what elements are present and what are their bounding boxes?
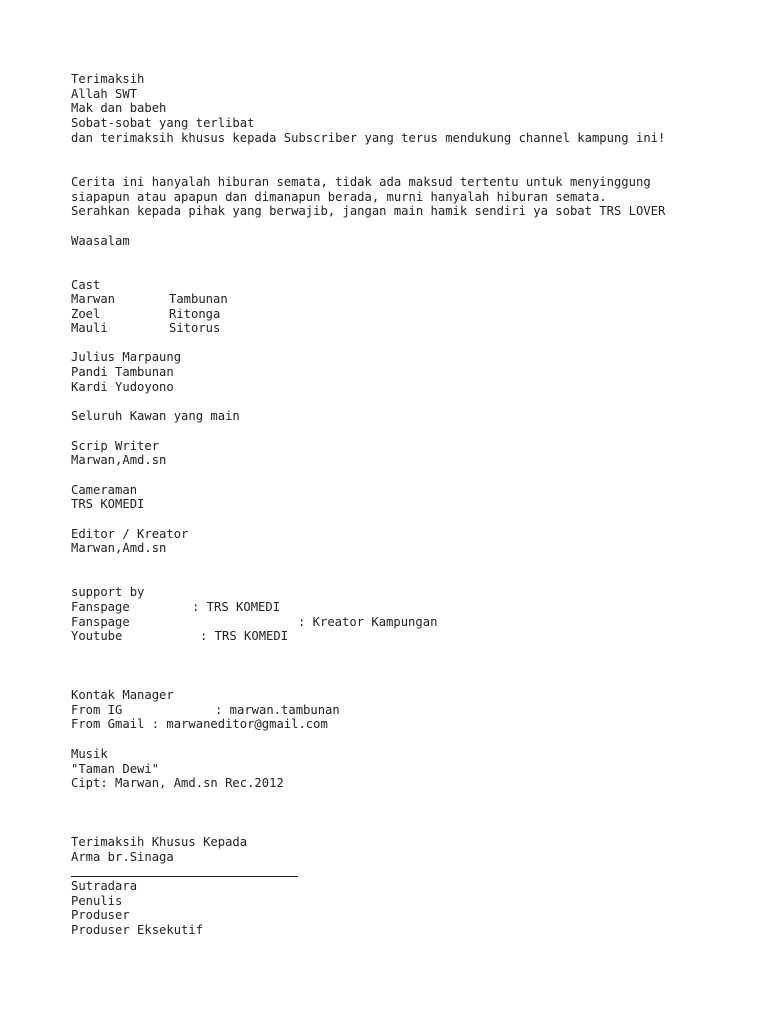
- thanks-line: dan terimaksih khusus kepada Subscriber yang terus mendukung channel kampung ini!: [71, 131, 666, 145]
- contact-ig-label: From IG: [71, 703, 123, 717]
- special-thanks-name: Arma br.Sinaga: [71, 850, 174, 864]
- cast-other: Julius Marpaung: [71, 350, 182, 364]
- support-value: : Kreator Kampungan: [298, 615, 438, 629]
- thanks-heading: Terimaksih: [71, 72, 145, 86]
- script-writer-label: Scrip Writer: [71, 439, 160, 453]
- thanks-line: Mak dan babeh: [71, 101, 167, 115]
- cast-other: Kardi Yudoyono: [71, 380, 174, 394]
- cast-first-name: Zoel: [71, 307, 101, 321]
- cast-first-name: Marwan: [71, 292, 116, 306]
- role-item: Produser Eksekutif: [71, 923, 204, 937]
- editor-name: Marwan,Amd.sn: [71, 541, 167, 555]
- contact-heading: Kontak Manager: [71, 688, 174, 702]
- music-title: "Taman Dewi": [71, 762, 160, 776]
- thanks-line: Allah SWT: [71, 87, 138, 101]
- special-thanks-heading: Terimaksih Khusus Kepada: [71, 835, 248, 849]
- support-platform: Fanspage: [71, 600, 130, 614]
- support-value: : TRS KOMEDI: [192, 600, 281, 614]
- music-credit: Cipt: Marwan, Amd.sn Rec.2012: [71, 776, 284, 790]
- cast-first-name: Mauli: [71, 321, 108, 335]
- divider-line: [71, 876, 298, 877]
- cast-all-friends: Seluruh Kawan yang main: [71, 409, 240, 423]
- role-item: Penulis: [71, 894, 123, 908]
- disclaimer-line: siapapun atau apapun dan dimanapun berada, murni hanyalah hiburan semata.: [71, 190, 607, 204]
- cast-heading: Cast: [71, 278, 101, 292]
- music-heading: Musik: [71, 747, 108, 761]
- disclaimer-line: Cerita ini hanyalah hiburan semata, tidak ada maksud tertentu untuk menyinggung: [71, 175, 651, 189]
- support-heading: support by: [71, 585, 145, 599]
- role-item: Produser: [71, 908, 130, 922]
- cameraman-label: Cameraman: [71, 483, 138, 497]
- cast-last-name: Tambunan: [169, 292, 228, 306]
- cast-other: Pandi Tambunan: [71, 365, 174, 379]
- script-writer-name: Marwan,Amd.sn: [71, 453, 167, 467]
- role-item: Sutradara: [71, 879, 138, 893]
- contact-gmail: From Gmail : marwaneditor@gmail.com: [71, 717, 328, 731]
- editor-label: Editor / Kreator: [71, 527, 189, 541]
- closing-greeting: Waasalam: [71, 234, 130, 248]
- support-platform: Youtube: [71, 629, 123, 643]
- disclaimer-line: Serahkan kepada pihak yang berwajib, jangan main hamik sendiri ya sobat TRS LOVER: [71, 204, 666, 218]
- thanks-line: Sobat-sobat yang terlibat: [71, 116, 255, 130]
- cast-last-name: Ritonga: [169, 307, 221, 321]
- cameraman-name: TRS KOMEDI: [71, 497, 145, 511]
- contact-ig-value: : marwan.tambunan: [215, 703, 340, 717]
- cast-last-name: Sitorus: [169, 321, 221, 335]
- support-platform: Fanspage: [71, 615, 130, 629]
- support-value: : TRS KOMEDI: [200, 629, 289, 643]
